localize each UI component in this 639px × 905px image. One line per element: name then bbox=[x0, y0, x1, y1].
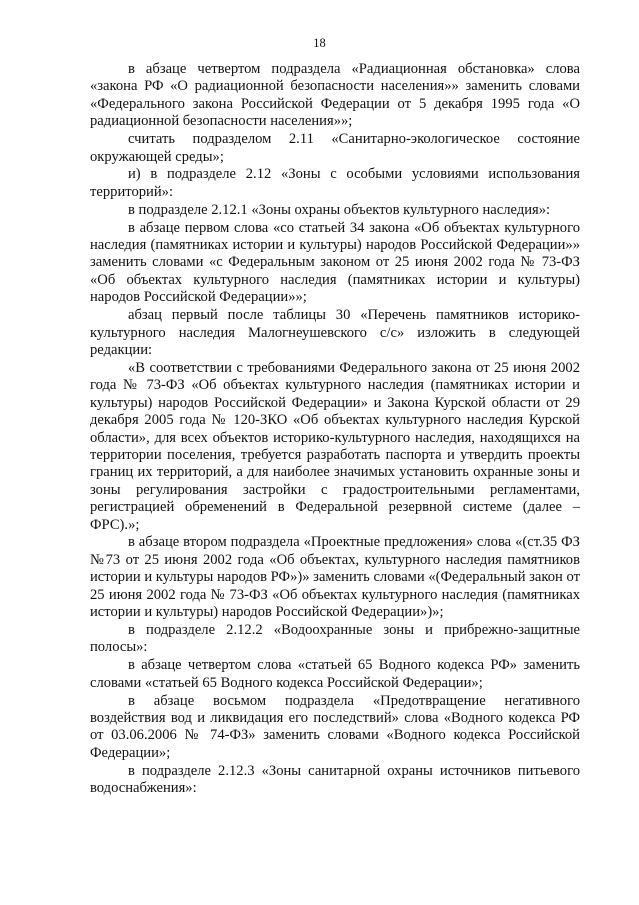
paragraph: в абзаце четвертом подраздела «Радиационная обстановка» слова «закона РФ «О радиационной безопасности населения»» заменить словами «Федерального закона Российской Федерации от 5 декабря 1995 года «О радиационной безопасности населения»»; bbox=[90, 61, 580, 130]
document-body bbox=[90, 61, 580, 798]
paragraph: в абзаце четвертом слова «статьей 65 Водного кодекса РФ» заменить словами «статьей 65 Водного кодекса Российской Федерации»; bbox=[90, 657, 580, 691]
paragraph: в подразделе 2.12.3 «Зоны санитарной охраны источников питьевого водоснабжения»: bbox=[90, 762, 580, 797]
page-number: 18 bbox=[313, 36, 326, 50]
paragraph: в подразделе 2.12.2 «Водоохранные зоны и прибрежно-защитные полосы»: bbox=[90, 622, 580, 656]
paragraph: абзац первый после таблицы 30 «Перечень памятников историко-культурного наследия Малогнеушевского с/с» изложить в следующей редакции: bbox=[90, 307, 580, 358]
paragraph: в абзаце восьмом подраздела «Предотвращение негативного воздействия вод и ликвидация его последствий» слова «Водного кодекса РФ от 03.06.2006 № 74-ФЗ» заменить словами «Водного кодекса Российской Федерации»; bbox=[90, 692, 580, 761]
paragraph: в абзаце втором подраздела «Проектные предложения» слова «(ст.35 ФЗ №73 от 25 июня 2002 года «Об объектах, культурного наследия памятников истории и культуры народов РФ»)» заменить словами «(Федеральный закон от 25 июня 2002 года № 73-ФЗ «Об объектах культурного наследия (памятниках истории и культуры) народов Российской Федерации»)»; bbox=[90, 534, 580, 621]
paragraph: в абзаце первом слова «со статьей 34 закона «Об объектах культурного наследия (памятниках истории и культуры) народов Российской Федерации»» заменить словами «с Федеральным законом от 25 июня 2002 года № 73-ФЗ «Об объектах культурного наследия (памятниках истории и культуры) народов Российской Федерации»»; bbox=[90, 219, 580, 306]
paragraph: в подразделе 2.12.1 «Зоны охраны объектов культурного наследия»: bbox=[128, 201, 551, 218]
paragraph: и) в подразделе 2.12 «Зоны с особыми условиями использования территорий»: bbox=[90, 166, 580, 200]
paragraph: считать подразделом 2.11 «Санитарно-экологическое состояние окружающей среды»; bbox=[90, 131, 580, 165]
paragraph: «В соответствии с требованиями Федерального закона от 25 июня 2002 года № 73-ФЗ «Об объектах культурного наследия (памятниках истории и культуры) народов Российской Федерации» и Закона Курской области от 29 декабря 2005 года № 120-ЗКО «Об объектах культурного наследия Курской области», для всех объектов историко-культурного наследия, находящихся на территории поселения, требуется разработать паспорта и утвердить проекты границ их территорий, а для наиболее значимых установить охранные зоны и зоны регулирования застройки с градостроительными регламентами, регистрацией обременений в Федеральной резервной системе (далее – ФРС).»; bbox=[90, 359, 580, 533]
